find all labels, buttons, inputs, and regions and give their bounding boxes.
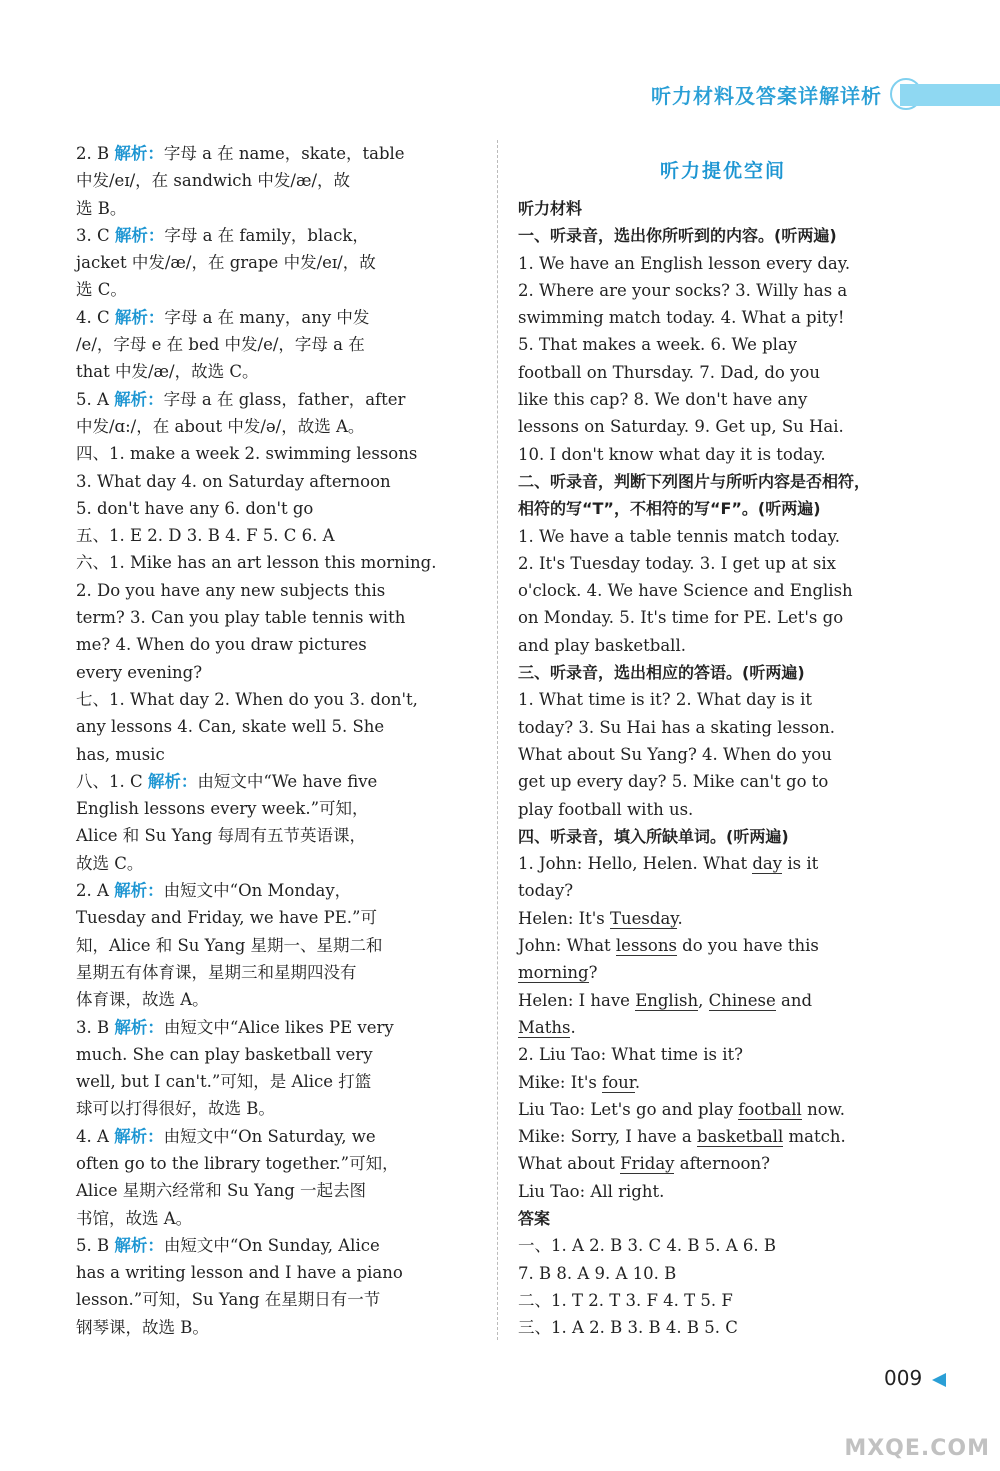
text-line [518, 1123, 928, 1150]
text-segment: match. [783, 1127, 846, 1147]
text-segment: 字母 a 在 many，any 中发 [164, 307, 370, 327]
text-line [76, 249, 481, 276]
text-line [518, 932, 928, 959]
text-segment: 2. Liu Tao: What time is it? [518, 1045, 743, 1065]
text-segment: like this cap? 8. We don't have any [518, 390, 808, 410]
text-line [76, 386, 481, 413]
text-line [76, 358, 481, 385]
text-segment: What about Su Yang? 4. When do you [518, 744, 832, 764]
filled-word: Tuesday [610, 908, 678, 928]
text-segment: that 中发/æ/，故选 C。 [76, 362, 259, 382]
text-segment: has a writing lesson and I have a piano [76, 1263, 403, 1283]
text-segment: . [634, 1072, 641, 1092]
filled-word: Maths [518, 1017, 571, 1037]
text-segment: 5. don't have any 6. don't go [76, 498, 314, 518]
text-segment: 故选 C。 [76, 853, 144, 873]
text-segment: on Monday. 5. It's time for PE. Let's go [518, 608, 844, 628]
text-line [76, 904, 481, 931]
text-segment: 八、1. C [76, 771, 148, 791]
section-heading [518, 1205, 928, 1232]
text-line [518, 441, 928, 468]
text-line [518, 277, 928, 304]
text-segment: do you have this [676, 936, 819, 956]
text-line [76, 822, 481, 849]
text-segment: 四、1. make a week 2. swimming lessons [76, 444, 418, 464]
text-segment: o'clock. 4. We have Science and English [518, 581, 853, 601]
text-line [518, 714, 928, 741]
text-line [518, 1014, 928, 1041]
text-line [76, 768, 481, 795]
text-segment: 2. A [76, 881, 115, 901]
text-segment: 5. B [76, 1235, 115, 1255]
text-segment: 二、1. T 2. T 3. F 4. T 5. F [518, 1290, 733, 1310]
page-number: 009 [884, 1366, 923, 1390]
text-line [76, 686, 481, 713]
text-line [76, 1041, 481, 1068]
filled-word: morning [518, 963, 589, 983]
text-segment: /e/，字母 e 在 bed 中发/e/，字母 a 在 [76, 335, 365, 355]
text-line [518, 796, 928, 823]
text-segment: 4. C [76, 307, 115, 327]
text-line [518, 413, 928, 440]
text-line [518, 1314, 928, 1341]
text-line [76, 549, 481, 576]
text-segment: Helen: I have [518, 990, 636, 1010]
text-segment: 听力材料 [518, 199, 583, 218]
text-line [76, 468, 481, 495]
text-segment: now. [801, 1099, 846, 1119]
text-segment: 球可以打得很好，故选 B。 [76, 1099, 275, 1119]
text-line [518, 577, 928, 604]
text-line [518, 1260, 928, 1287]
text-segment: 选 C。 [76, 280, 127, 300]
text-segment: get up every day? 5. Mike can't go to [518, 772, 829, 792]
text-segment: afternoon? [674, 1154, 770, 1174]
text-segment: 4. A [76, 1126, 115, 1146]
text-line [76, 195, 481, 222]
text-segment: 2. Where are your socks? 3. Willy has a [518, 280, 848, 300]
text-segment: 由短文中“On Monday， [163, 881, 352, 901]
text-segment: 体育课，故选 A。 [76, 990, 209, 1010]
text-segment: 答案 [518, 1208, 551, 1228]
text-line [518, 1178, 928, 1205]
text-segment: much. She can play basketball very [76, 1044, 373, 1064]
text-line [518, 632, 928, 659]
text-line [76, 276, 481, 303]
text-segment: . [677, 908, 683, 928]
text-segment: 中发/eɪ/，在 sandwich 中发/æ/，故 [76, 171, 351, 191]
text-line [76, 1123, 481, 1150]
text-segment: 5. That makes a week. 6. We play [518, 335, 798, 355]
section-heading [518, 659, 928, 686]
analysis-label: 解析： [147, 771, 198, 791]
text-segment: 1. What time is it? 2. What day is it [518, 690, 812, 710]
text-line [518, 1096, 928, 1123]
listening-column [518, 155, 928, 1341]
filled-word: Chinese [708, 990, 776, 1010]
filled-word: Friday [620, 1154, 675, 1174]
text-line [76, 1014, 481, 1041]
text-segment: Mike: It's [518, 1072, 603, 1092]
text-segment: 由短文中“On Sunday, Alice [163, 1235, 380, 1255]
section-heading [518, 823, 928, 850]
text-line [518, 1150, 928, 1177]
filled-word: football [738, 1099, 802, 1119]
text-line [518, 1041, 928, 1068]
text-line [76, 659, 481, 686]
text-segment: 一、1. A 2. B 3. C 4. B 5. A 6. B [518, 1236, 776, 1256]
text-line [518, 359, 928, 386]
text-segment: 字母 a 在 family，black， [164, 225, 369, 245]
text-line [76, 495, 481, 522]
header-title: 听力材料及答案详解详析 [651, 84, 882, 108]
section-heading [518, 468, 928, 495]
text-line [518, 550, 928, 577]
page-arrow-icon [932, 1373, 946, 1387]
text-line [518, 768, 928, 795]
text-line [76, 741, 481, 768]
text-line [518, 850, 928, 877]
page-header [560, 76, 1000, 116]
text-segment: 2. It's Tuesday today. 3. I get up at six [518, 553, 836, 573]
text-segment: 选 B。 [76, 198, 127, 218]
text-line [76, 577, 481, 604]
text-segment: Alice 星期六经常和 Su Yang 一起去图 [76, 1181, 367, 1201]
text-segment: 2. Do you have any new subjects this [76, 580, 386, 600]
analysis-label: 解析： [114, 144, 164, 163]
text-segment: and [775, 990, 813, 1010]
analysis-label: 解析： [114, 307, 165, 327]
text-line [518, 905, 928, 932]
text-line [76, 1177, 481, 1204]
section-title: 听力提优空间 [659, 160, 786, 182]
filled-word: four [602, 1072, 635, 1092]
text-segment: 六、1. Mike has an art lesson this morning. [76, 553, 437, 573]
text-segment: 10. I don't know what day it is today. [518, 444, 826, 464]
analysis-label: 解析： [114, 1126, 164, 1146]
text-line [518, 386, 928, 413]
text-segment: 1. We have a table tennis match today. [518, 526, 841, 546]
analysis-label: 解析： [114, 1235, 164, 1255]
text-segment: 1. We have an English lesson every day. [518, 253, 851, 273]
column-divider [497, 140, 498, 1340]
text-segment: lesson.”可知，Su Yang 在星期日有一节 [76, 1290, 381, 1310]
text-segment: well, but I can't.”可知，是 Alice 打篮 [76, 1072, 372, 1092]
text-line [76, 167, 481, 194]
text-line [76, 959, 481, 986]
text-segment: often go to the library together.”可知， [76, 1153, 399, 1173]
text-segment: Mike: Sorry, I have a [518, 1127, 698, 1147]
text-segment: and play basketball. [518, 635, 686, 655]
text-segment: Helen: It's [518, 908, 611, 928]
text-segment: What about [518, 1154, 621, 1174]
text-line [76, 1259, 481, 1286]
text-line [518, 877, 928, 904]
text-segment: 五、1. E 2. D 3. B 4. F 5. C 6. A [76, 526, 335, 546]
text-line [76, 932, 481, 959]
text-line [518, 741, 928, 768]
text-segment: English lessons every week.”可知， [76, 799, 369, 819]
text-segment: 1. John: Hello, Helen. What [518, 854, 753, 874]
text-segment: 星期五有体育课，星期三和星期四没有 [76, 962, 357, 982]
text-segment: Tuesday and Friday, we have PE.”可 [76, 908, 377, 928]
text-line [76, 604, 481, 631]
text-line [76, 631, 481, 658]
text-segment: ? [588, 963, 598, 983]
watermark: MXQE.COM [844, 1436, 990, 1461]
text-line [518, 250, 928, 277]
text-line [518, 987, 928, 1014]
text-line [518, 686, 928, 713]
text-segment: 7. B 8. A 9. A 10. B [518, 1263, 677, 1283]
text-line [76, 413, 481, 440]
analysis-label: 解析： [114, 225, 165, 245]
text-line [76, 140, 481, 167]
text-line [518, 523, 928, 550]
text-segment: 3. C [76, 225, 115, 245]
text-line [76, 795, 481, 822]
text-segment: 三、听录音，选出相应的答语。(听两遍) [518, 663, 805, 683]
text-segment: any lessons 4. Can, skate well 5. She [76, 717, 385, 737]
text-segment: term? 3. Can you play table tennis with [76, 608, 406, 628]
text-segment: 相符的写“T”，不相符的写“F”。(听两遍) [518, 499, 821, 519]
text-line [518, 959, 928, 986]
text-line [76, 1150, 481, 1177]
section-heading [518, 222, 928, 249]
text-line [76, 1205, 481, 1232]
listening-content [518, 195, 928, 1341]
text-segment: jacket 中发/æ/，在 grape 中发/eɪ/，故 [76, 253, 376, 273]
text-segment: 5. A [76, 389, 115, 409]
text-line [76, 304, 481, 331]
text-segment: 字母 a 在 glass，father，after [163, 389, 406, 409]
text-segment: Alice 和 Su Yang 每周有五节英语课， [76, 826, 367, 846]
text-segment: 一、听录音，选出你所听到的内容。(听两遍) [518, 226, 837, 246]
filled-word: basketball [697, 1127, 784, 1147]
filled-word: English [635, 990, 699, 1010]
text-segment: 知，Alice 和 Su Yang 星期一、星期二和 [76, 935, 383, 955]
section-heading [518, 195, 928, 222]
text-segment: lessons on Saturday. 9. Get up, Su Hai. [518, 417, 844, 437]
text-segment: Liu Tao: Let's go and play [518, 1099, 739, 1119]
text-segment: 字母 a 在 name，skate，table [163, 144, 405, 163]
text-line [76, 1232, 481, 1259]
section-heading [518, 495, 928, 522]
text-segment: . [570, 1017, 576, 1037]
text-line [76, 1068, 481, 1095]
text-segment: play football with us. [518, 799, 694, 819]
text-line [76, 1314, 481, 1341]
text-segment: is it [782, 854, 819, 874]
text-segment: today? 3. Su Hai has a skating lesson. [518, 717, 835, 737]
text-segment: 七、1. What day 2. When do you 3. don't, [76, 689, 418, 709]
text-segment: Liu Tao: All right. [518, 1181, 665, 1201]
text-segment: me? 4. When do you draw pictures [76, 635, 367, 655]
text-line [518, 331, 928, 358]
filled-word: lessons [615, 936, 677, 956]
text-line [76, 440, 481, 467]
text-segment: John: What [518, 936, 616, 956]
text-segment: 钢琴课，故选 B。 [76, 1317, 209, 1337]
text-line [76, 713, 481, 740]
text-line [76, 1286, 481, 1313]
text-line [518, 1069, 928, 1096]
text-segment: 中发/ɑ:/，在 about 中发/ə/，故选 A。 [76, 416, 365, 436]
text-line [76, 850, 481, 877]
analysis-label: 解析： [114, 389, 164, 409]
text-segment: 2. B [76, 144, 115, 163]
text-segment: every evening? [76, 662, 203, 682]
text-line [76, 522, 481, 549]
text-segment: swimming match today. 4. What a pity! [518, 308, 845, 328]
text-segment: 四、听录音，填入所缺单词。(听两遍) [518, 826, 789, 846]
text-segment: today? [518, 881, 574, 901]
text-segment: 书馆，故选 A。 [76, 1208, 193, 1228]
analysis-label: 解析： [114, 1017, 164, 1037]
text-line [76, 331, 481, 358]
answer-explanations-column [76, 140, 481, 1341]
text-line [518, 604, 928, 631]
text-segment: , [698, 990, 709, 1010]
text-segment: 二、听录音，判断下列图片与所听内容是否相符， [518, 471, 871, 491]
text-segment: 由短文中“We have five [197, 771, 378, 791]
text-segment: 由短文中“Alice likes PE very [163, 1017, 394, 1037]
text-segment: 3. What day 4. on Saturday afternoon [76, 471, 391, 491]
text-line [518, 1287, 928, 1314]
text-line [518, 304, 928, 331]
header-bar [900, 84, 1000, 106]
filled-word: day [752, 854, 783, 874]
text-line [518, 1232, 928, 1259]
text-segment: 三、1. A 2. B 3. B 4. B 5. C [518, 1318, 738, 1338]
text-segment: has, music [76, 744, 165, 764]
text-segment: 3. B [76, 1017, 115, 1037]
text-segment: football on Thursday. 7. Dad, do you [518, 362, 820, 382]
text-line [76, 986, 481, 1013]
text-line [76, 222, 481, 249]
text-line [76, 877, 481, 904]
text-line [76, 1095, 481, 1122]
text-segment: 由短文中“On Saturday, we [163, 1126, 376, 1146]
analysis-label: 解析： [114, 881, 164, 901]
